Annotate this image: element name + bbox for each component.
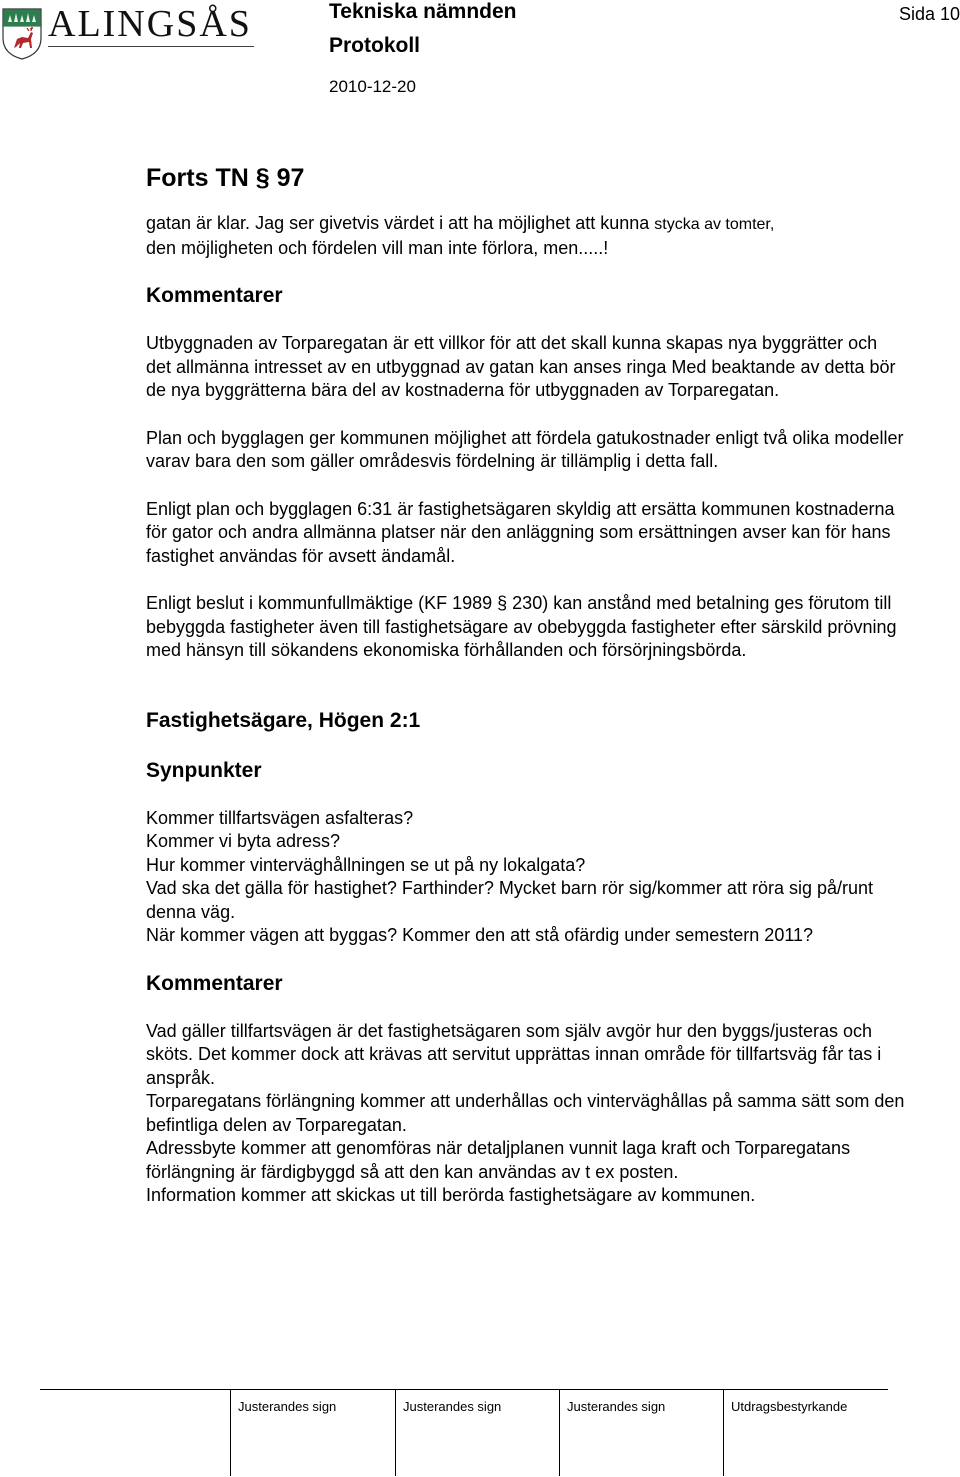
paragraph: Enligt beslut i kommunfullmäktige (KF 1989 § 230) kan anstånd med betalning ges förutom till bebyggda fastigheter även till fastighetsägare av obebyggda fastigheter efter särskild prövning med hänsyn till sökandens ekonomiska förhållanden och försörjningsbörda. <box>146 593 897 660</box>
document-body <box>146 160 906 1208</box>
signature-cell <box>559 1390 724 1476</box>
signature-label: Justerandes sign <box>238 1399 337 1414</box>
view-item: Kommer vi byta adress? <box>146 831 341 851</box>
comments-heading: Kommentarer <box>146 284 283 307</box>
intro-line-2: den möjligheten och fördelen vill man inte förlora, men.....! <box>146 237 609 258</box>
signature-label: Justerandes sign <box>567 1399 666 1414</box>
page-header <box>0 0 960 110</box>
view-item: Kommer tillfartsvägen asfalteras? <box>146 807 414 828</box>
signature-cell <box>395 1390 560 1476</box>
view-item: Vad ska det gälla för hastighet? Farthinder? Mycket barn rör sig/kommer att röra sig på/runt denna väg. <box>146 878 874 922</box>
comment-item: Information kommer att skickas ut till berörda fastighetsägare av kommunen. <box>146 1185 756 1205</box>
signature-label: Justerandes sign <box>403 1399 502 1414</box>
extract-certification-cell <box>723 1390 888 1476</box>
signature-footer <box>40 1389 888 1477</box>
logo-underline <box>48 46 254 47</box>
comment-item: Adressbyte kommer att genomföras när detaljplanen vunnit laga kraft och Torparegatans förlängning är färdigbyggd så att den kan användas av t ex posten. <box>146 1138 851 1182</box>
certification-label: Utdragsbestyrkande <box>731 1399 848 1414</box>
document-date: 2010-12-20 <box>329 77 416 96</box>
paragraph: Enligt plan och bygglagen 6:31 är fastighetsägaren skyldig att ersätta kommunen kostnaderna för gator och andra allmänna platser när den anläggning som ersättningen avser kan för hans fastighet användas för avsett ändamål. <box>146 498 895 566</box>
paragraph: Plan och bygglagen ger kommunen möjlighet att fördela gatukostnader enligt två olika modeller varav bara den som gäller områdesvis fördelning är tillämplig i detta fall. <box>146 427 904 471</box>
views-heading: Synpunkter <box>146 758 262 782</box>
intro-line-1: gatan är klar. Jag ser givetvis värdet i att ha möjlighet att kunna stycka av tomter, <box>146 213 775 233</box>
signature-cell <box>230 1390 395 1476</box>
owner-title: Fastighetsägare, Högen 2:1 <box>146 708 421 732</box>
committee-name: Tekniska nämnden <box>329 0 517 23</box>
page-number: Sida 10 <box>898 4 960 24</box>
section-title: Forts TN § 97 <box>146 164 305 192</box>
coat-of-arms-icon <box>2 8 42 60</box>
comment-item: Torparegatans förlängning kommer att underhållas och vinterväghållas på samma sätt som den befintliga delen av Torparegatan. <box>146 1091 905 1135</box>
comment-item: Vad gäller tillfartsvägen är det fastighetsägaren som själv avgör hur den byggs/justeras och sköts. Det kommer dock att krävas att servitut upprättas innan område för tillfartsväg får tas i anspråk. <box>146 1020 882 1088</box>
paragraph: Utbyggnaden av Torparegatan är ett villkor för att det skall kunna skapas nya byggrätter och det allmänna intresset av en utbyggnad av gatan kan anses ringa Med beaktande av detta bör de nya byggrätterna bära del av kostnaderna för utbyggnaden av Torparegatan. <box>146 333 896 400</box>
alingsas-logo <box>2 3 258 62</box>
owner-comments-heading: Kommentarer <box>146 971 283 995</box>
document-type: Protokoll <box>329 34 421 57</box>
view-item: Hur kommer vinterväghållningen se ut på ny lokalgata? <box>146 854 586 875</box>
view-item: När kommer vägen att byggas? Kommer den att stå ofärdig under semestern 2011? <box>146 925 814 945</box>
logo-wordmark: ALINGSÅS <box>48 3 252 45</box>
